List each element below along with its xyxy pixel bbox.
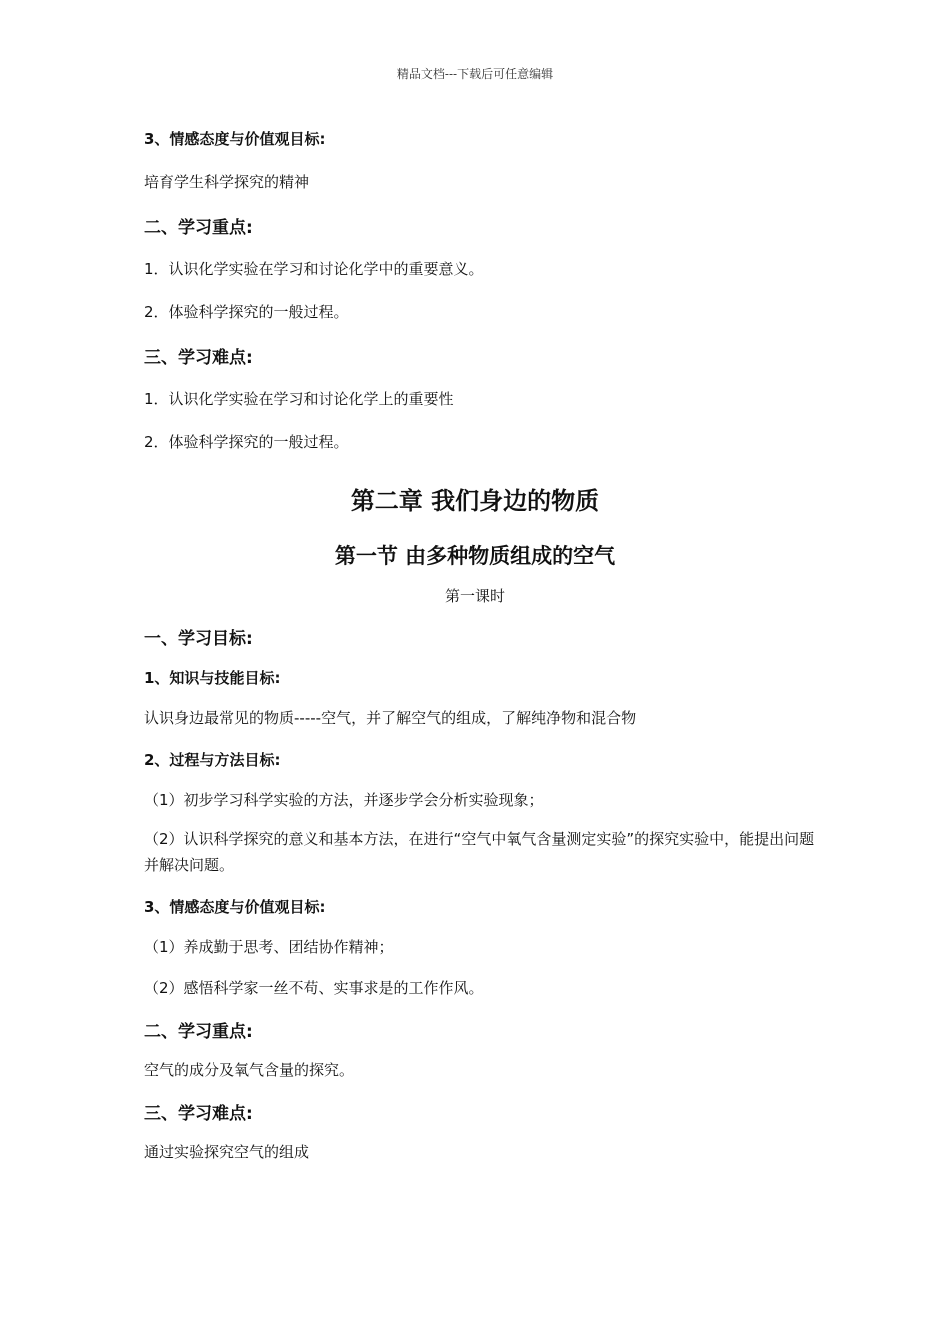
- process-goal-item: （2）认识科学探究的意义和基本方法，在进行“空气中氧气含量测定实验”的探究实验中，能提出问题并解决问题。: [144, 830, 815, 874]
- key-point-text: 空气的成分及氧气含量的探究。: [144, 1061, 355, 1079]
- chapter-title: 第二章 我们身边的物质: [350, 487, 600, 515]
- attitude-goal-text: 培育学生科学探究的精神: [144, 173, 310, 191]
- difficulty-item: 1．认识化学实验在学习和讨论化学上的重要性: [144, 390, 454, 408]
- difficulty-item: 2．体验科学探究的一般过程。: [144, 433, 349, 451]
- difficulty-text: 通过实验探究空气的组成: [144, 1143, 310, 1161]
- attitude-goal-heading: 3、情感态度与价值观目标:: [144, 130, 326, 148]
- attitude-goal-item: （1）养成勤于思考、团结协作精神；: [144, 938, 394, 956]
- process-goal-heading: 2、过程与方法目标:: [144, 751, 281, 769]
- learning-goals-heading: 一、学习目标:: [144, 629, 253, 649]
- key-points-heading-2: 二、学习重点:: [144, 1022, 253, 1042]
- attitude-goal-item: （2）感悟科学家一丝不苟、实事求是的工作作风。: [144, 979, 484, 997]
- attitude-goal-heading-2: 3、情感态度与价值观目标:: [144, 898, 326, 916]
- key-point-item: 2．体验科学探究的一般过程。: [144, 303, 349, 321]
- process-goal-item: （1）初步学习科学实验的方法，并逐步学会分析实验现象；: [144, 791, 544, 809]
- key-point-item: 1．认识化学实验在学习和讨论化学中的重要意义。: [144, 260, 484, 278]
- page-header: 精品文档---下载后可任意编辑: [396, 67, 554, 81]
- difficulty-heading-2: 三、学习难点:: [144, 1104, 253, 1124]
- key-points-heading: 二、学习重点:: [144, 218, 253, 238]
- difficulty-heading: 三、学习难点:: [144, 348, 253, 368]
- lesson-label: 第一课时: [444, 587, 505, 605]
- knowledge-goal-text: 认识身边最常见的物质-----空气，并了解空气的组成，了解纯净物和混合物: [144, 709, 637, 727]
- knowledge-goal-heading: 1、知识与技能目标:: [144, 669, 281, 687]
- section-title: 第一节 由多种物质组成的空气: [334, 544, 616, 568]
